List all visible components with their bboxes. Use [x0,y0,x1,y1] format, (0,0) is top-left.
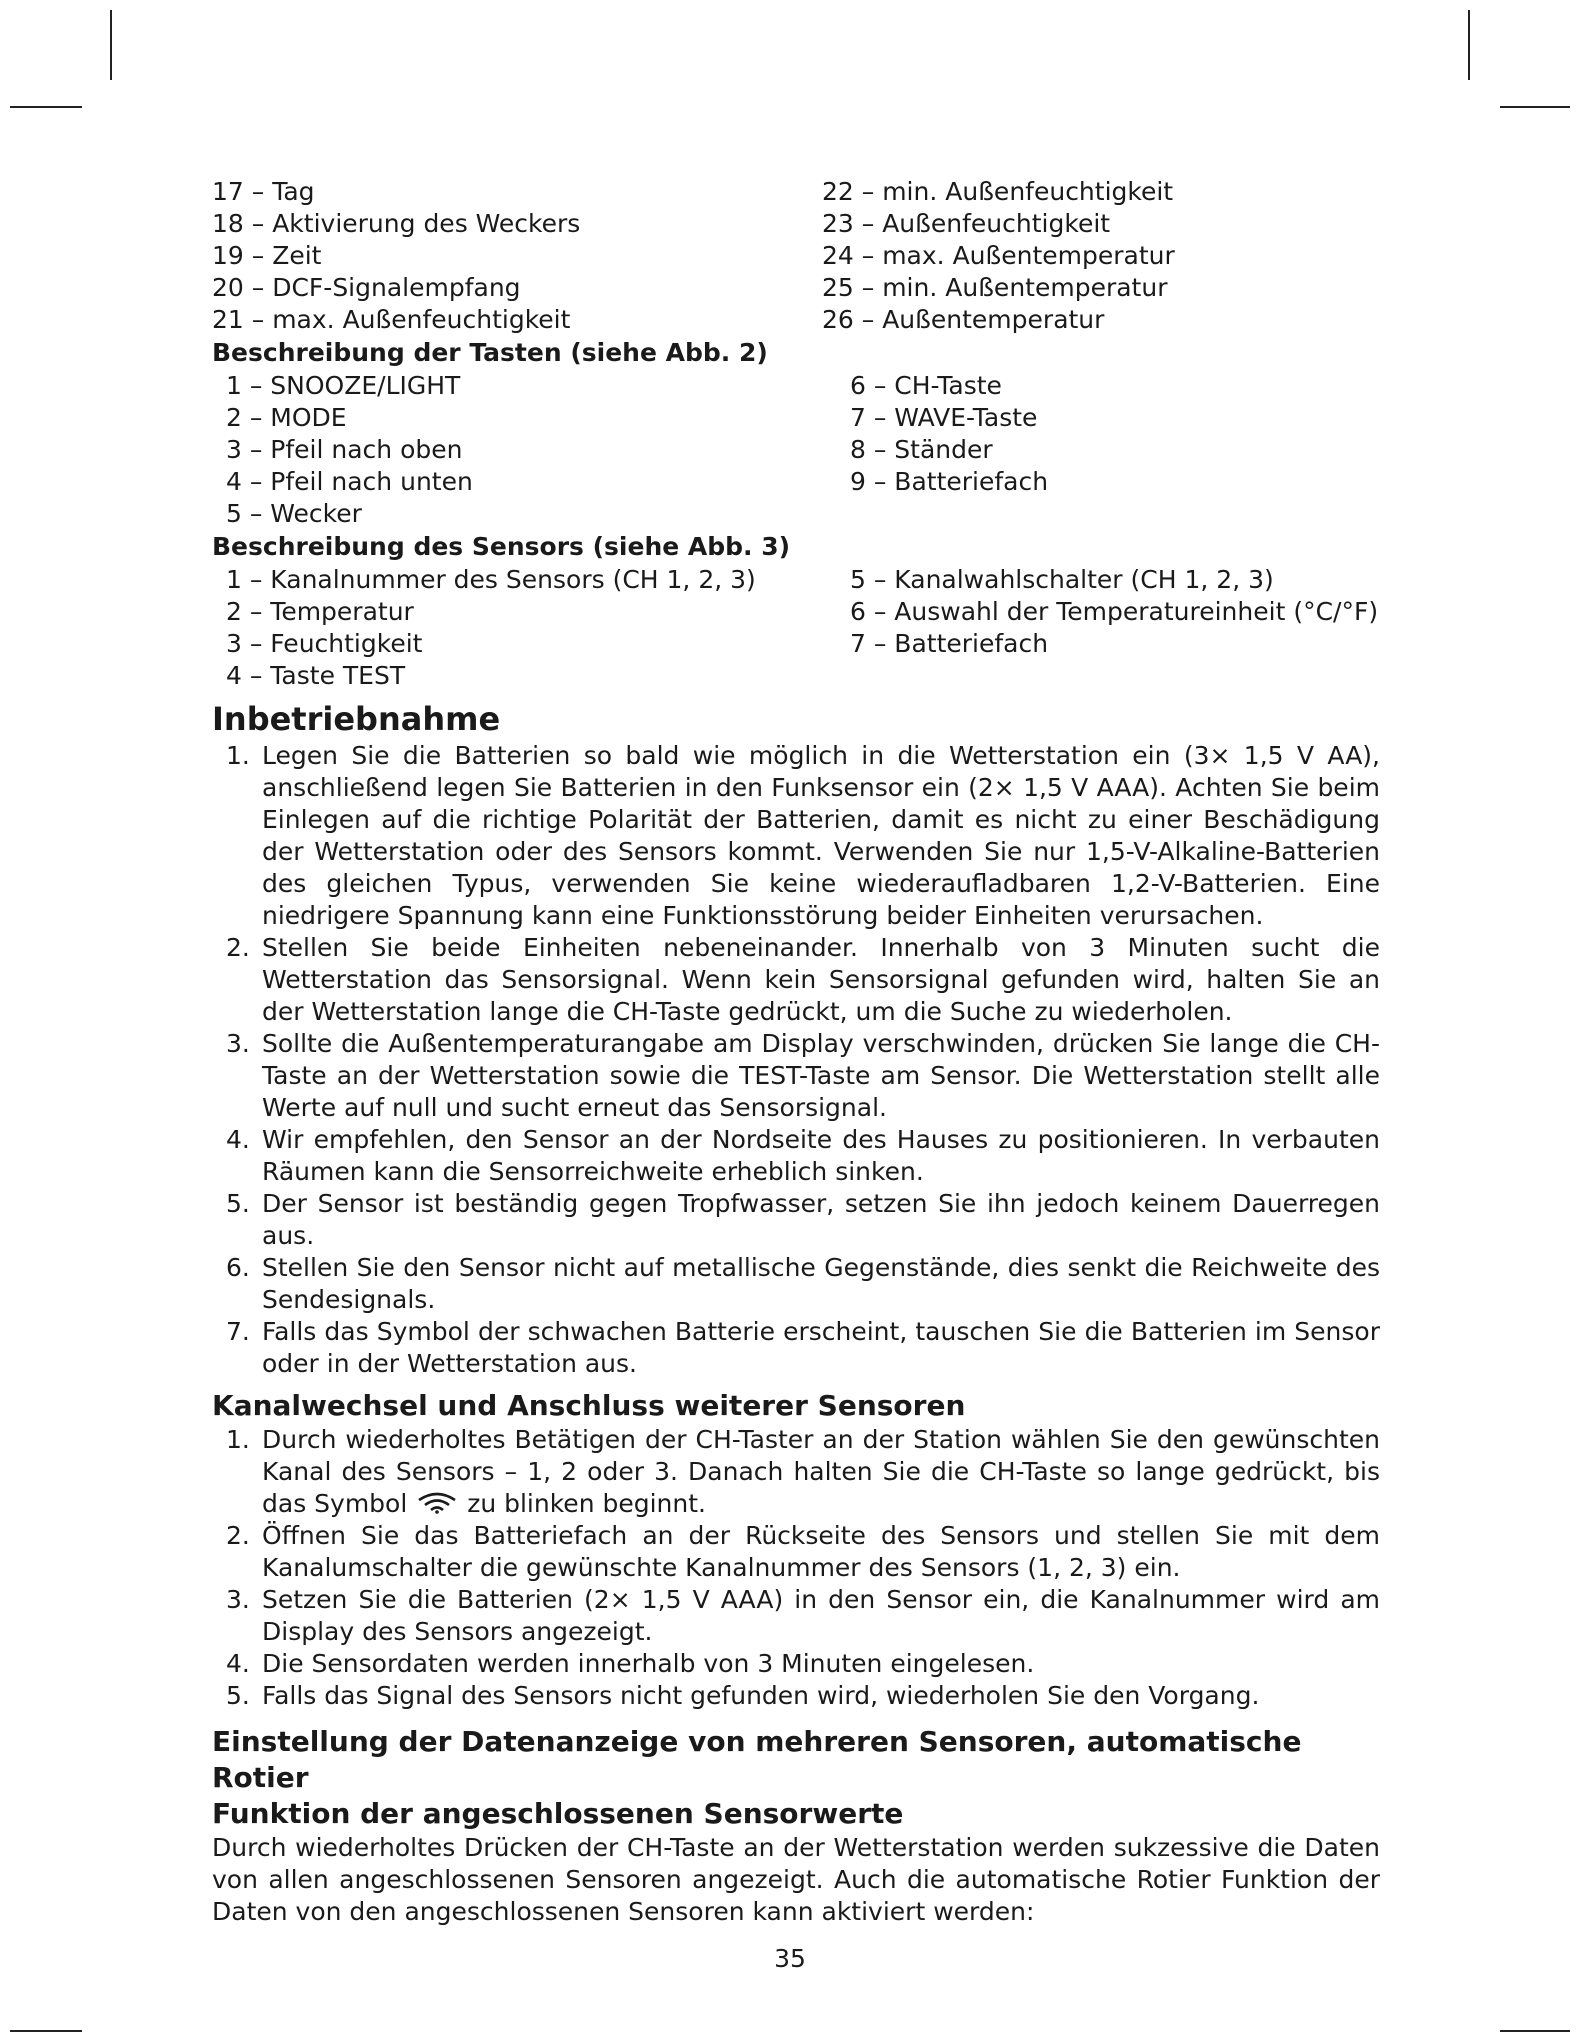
item-text: Setzen Sie die Batterien (2× 1,5 V AAA) in den Sensor ein, die Kanalnummer wird am Display des Sensors angezeigt. [262,1585,1380,1646]
legend-item: 22 – min. Außenfeuchtigkeit [822,177,1174,206]
item-number: 5. [226,1681,250,1710]
crop-mark-top-left-vertical [110,10,112,80]
key-item: 9 – Batteriefach [850,467,1049,496]
sensor-list [212,564,1380,692]
legend-item: 24 – max. Außentemperatur [822,241,1175,270]
item-number: 3. [226,1585,250,1614]
list-item [212,1252,1380,1316]
inbetriebnahme-heading: Inbetriebnahme [212,700,501,738]
item-number: 5. [226,1189,250,1218]
crop-mark-bottom-left-horizontal [10,2030,82,2032]
item-text: Der Sensor ist beständig gegen Tropfwasser, setzen Sie ihn jedoch keinem Dauerregen aus. [262,1189,1380,1250]
item-text: zu blinken beginnt. [467,1489,706,1518]
list-item [212,1028,1380,1124]
key-item: 5 – Wecker [226,499,362,528]
keys-right-column [836,370,1380,530]
kanalwechsel-list [212,1424,1380,1712]
signal-wave-icon [415,1490,459,1512]
legend-item: 17 – Tag [212,177,315,206]
key-item: 6 – CH-Taste [850,371,1002,400]
item-text: Legen Sie die Batterien so bald wie möglich in die Wetterstation ein (3× 1,5 V AA), anschließend legen Sie Batterien in den Funksensor ein (2× 1,5 V AAA). Achten Sie beim Einlegen auf die richtige Polarität der Batterien, damit es nicht zu einer Beschädigung der Wetterstation oder des Sensors kommt. Verwenden Sie nur 1,5-V-Alkaline-Batterien des gleichen Typus, verwenden Sie keine wiederaufladbaren 1,2-V-Batterien. Eine niedrigere Spannung kann eine Funktionsstörung beider Einheiten verursachen. [262,741,1380,930]
inbetriebnahme-list [212,740,1380,1380]
sensor-item: 2 – Temperatur [226,597,414,626]
item-text: Die Sensordaten werden innerhalb von 3 Minuten eingelesen. [262,1649,1035,1678]
item-text: Stellen Sie den Sensor nicht auf metallische Gegenstände, dies senkt die Reichweite des Sendesignals. [262,1253,1380,1314]
item-text: Durch wiederholtes Betätigen der CH-Taster an der Station wählen Sie den gewünschten Kanal des Sensors – 1, 2 oder 3. Danach halten Sie die CH-Taste so lange gedrückt, bis das Symbol [262,1425,1380,1518]
sensor-item: 6 – Auswahl der Temperatureinheit (°C/°F) [850,597,1379,626]
item-text: Falls das Symbol der schwachen Batterie erscheint, tauschen Sie die Batterien im Sensor oder in der Wetterstation aus. [262,1317,1380,1378]
key-item: 3 – Pfeil nach oben [226,435,463,464]
item-text: Stellen Sie beide Einheiten nebeneinander. Innerhalb von 3 Minuten sucht die Wetterstation das Sensorsignal. Wenn kein Sensorsignal gefunden wird, halten Sie an der Wetterstation lange die CH-Taste gedrückt, um die Suche zu wiederholen. [262,933,1380,1026]
key-item: 7 – WAVE-Taste [850,403,1038,432]
sensor-item: 5 – Kanalwahlschalter (CH 1, 2, 3) [850,565,1274,594]
sensor-item: 7 – Batteriefach [850,629,1049,658]
item-number: 2. [226,1521,250,1550]
key-item: 2 – MODE [226,403,347,432]
page-content [212,176,1380,1928]
list-item [212,1316,1380,1380]
item-number: 7. [226,1317,250,1346]
sensor-item: 4 – Taste TEST [226,661,406,690]
item-number: 3. [226,1029,250,1058]
item-number: 4. [226,1125,250,1154]
item-text: Öffnen Sie das Batteriefach an der Rückseite des Sensors und stellen Sie mit dem Kanalumschalter die gewünschte Kanalnummer des Sensors (1, 2, 3) ein. [262,1521,1380,1582]
list-item [212,1648,1380,1680]
einstellung-heading-line: Funktion der angeschlossenen Sensorwerte [212,1797,904,1830]
list-item [212,1124,1380,1188]
einstellung-paragraph: Durch wiederholtes Drücken der CH-Taste an der Wetterstation werden sukzessive die Daten von allen angeschlossenen Sensoren angezeigt. Auch die automatische Rotier Funktion der Daten von den angeschlossenen Sensoren kann aktiviert werden: [212,1833,1380,1926]
page-number: 35 [774,1944,806,1973]
item-number: 1. [226,1425,250,1454]
sensor-right-column [836,564,1380,692]
keys-list [212,370,1380,530]
list-item [212,1188,1380,1252]
key-item: 1 – SNOOZE/LIGHT [226,371,461,400]
keys-heading: Beschreibung der Tasten (siehe Abb. 2) [212,338,768,367]
list-item [212,740,1380,932]
legend-item: 18 – Aktivierung des Weckers [212,209,581,238]
crop-mark-top-left-horizontal [10,106,82,108]
key-item: 4 – Pfeil nach unten [226,467,473,496]
item-number: 6. [226,1253,250,1282]
item-number: 4. [226,1649,250,1678]
sensor-left-column [212,564,836,692]
list-item [212,1520,1380,1584]
legend-item: 19 – Zeit [212,241,322,270]
legend-item: 26 – Außentemperatur [822,305,1105,334]
sensor-item: 3 – Feuchtigkeit [226,629,423,658]
item-number: 1. [226,741,250,770]
kanalwechsel-heading: Kanalwechsel und Anschluss weiterer Sensoren [212,1389,966,1422]
item-text: Sollte die Außentemperaturangabe am Display verschwinden, drücken Sie lange die CH-Taste an der Wetterstation sowie die TEST-Taste am Sensor. Die Wetterstation stellt alle Werte auf null und sucht erneut das Sensorsignal. [262,1029,1380,1122]
legend-item: 21 – max. Außenfeuchtigkeit [212,305,571,334]
sensor-heading: Beschreibung des Sensors (siehe Abb. 3) [212,532,791,561]
einstellung-heading [212,1724,1380,1832]
display-legend [212,176,1380,336]
item-number: 2. [226,933,250,962]
legend-item: 20 – DCF-Signalempfang [212,273,521,302]
key-item: 8 – Ständer [850,435,993,464]
crop-mark-top-right-vertical [1468,10,1470,80]
keys-left-column [212,370,836,530]
legend-item: 25 – min. Außentemperatur [822,273,1168,302]
legend-left-column [212,176,822,336]
einstellung-heading-line: Einstellung der Datenanzeige von mehreren Sensoren, automatische Rotier [212,1725,1302,1794]
legend-item: 23 – Außenfeuchtigkeit [822,209,1111,238]
legend-right-column [822,176,1380,336]
sensor-item: 1 – Kanalnummer des Sensors (CH 1, 2, 3) [226,565,756,594]
crop-mark-top-right-horizontal [1500,106,1570,108]
item-text: Wir empfehlen, den Sensor an der Nordseite des Hauses zu positionieren. In verbauten Räumen kann die Sensorreichweite erheblich sinken. [262,1125,1380,1186]
list-item [212,1680,1380,1712]
item-text: Falls das Signal des Sensors nicht gefunden wird, wiederholen Sie den Vorgang. [262,1681,1260,1710]
list-item [212,1424,1380,1520]
list-item [212,932,1380,1028]
crop-mark-bottom-right-horizontal [1500,2030,1570,2032]
list-item [212,1584,1380,1648]
